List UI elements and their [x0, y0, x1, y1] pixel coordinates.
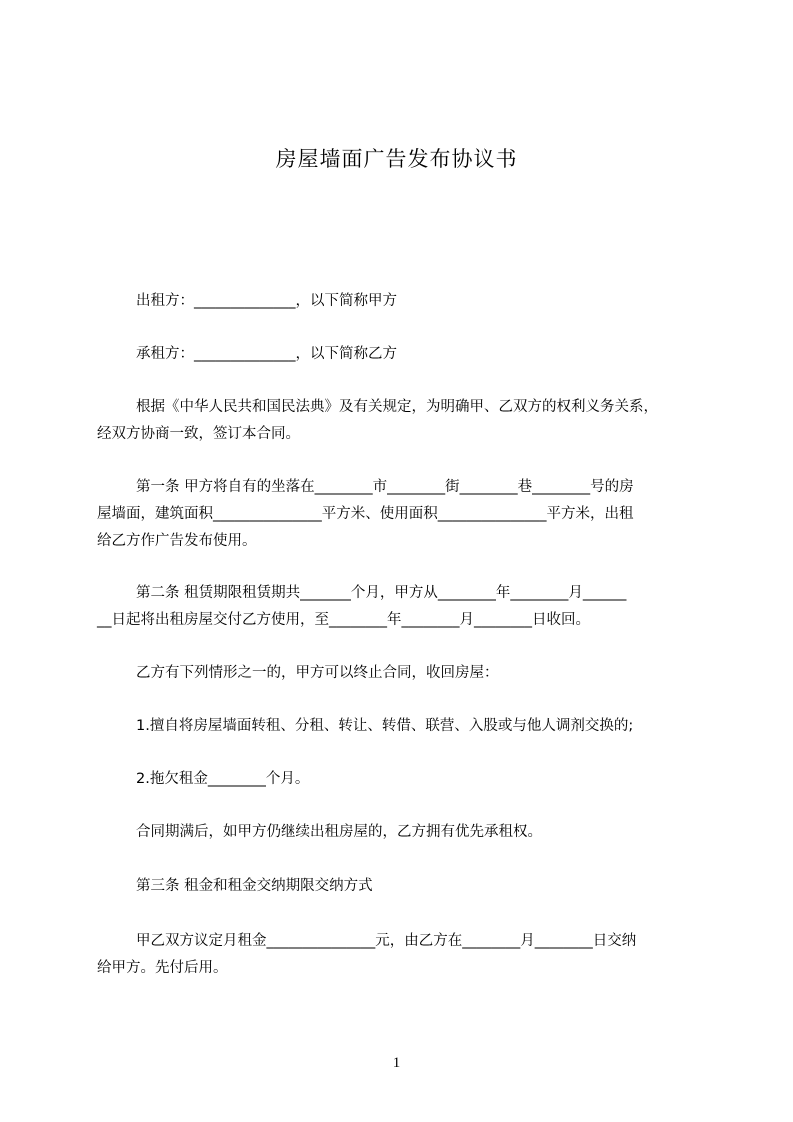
article1-line-3: 给乙方作广告发布使用。	[97, 533, 257, 549]
preamble-line-1: 根据《中华人民共和国民法典》及有关规定，为明确甲、乙双方的权利义务关系，	[136, 399, 658, 415]
article3-heading: 第三条 租金和租金交纳期限交纳方式	[136, 878, 373, 894]
lessor-line: 出租方：______________，以下简称甲方	[136, 293, 397, 309]
renewal-clause: 合同期满后，如甲方仍继续出租房屋的，乙方拥有优先承租权。	[136, 824, 542, 840]
page-number: 1	[392, 1055, 401, 1071]
document-title: 房屋墙面广告发布协议书	[275, 147, 518, 171]
article3-line-1: 甲乙双方议定月租金_______________元，由乙方在________月________日交纳	[136, 933, 637, 949]
termination-item-1: 1.擅自将房屋墙面转租、分租、转让、转借、联营、入股或与他人调剂交换的;	[136, 718, 634, 734]
article3-line-2: 给甲方。先付后用。	[97, 960, 228, 976]
article1-line-2: 屋墙面，建筑面积_______________平方米、使用面积_______________平方米，出租	[97, 506, 634, 522]
termination-intro: 乙方有下列情形之一的，甲方可以终止合同，收回房屋：	[136, 665, 499, 681]
termination-item-2: 2.拖欠租金________个月。	[136, 771, 310, 787]
article1-line-1: 第一条 甲方将自有的坐落在________市________街________巷________号的房	[136, 479, 634, 495]
article2-line-2: __日起将出租房屋交付乙方使用，至________年________月________日收回。	[97, 612, 590, 628]
lessee-line: 承租方：______________，以下简称乙方	[136, 346, 397, 362]
preamble-line-2: 经双方协商一致，签订本合同。	[97, 426, 300, 442]
article2-line-1: 第二条 租赁期限租赁期共_______个月，甲方从________年________月______	[136, 585, 627, 601]
